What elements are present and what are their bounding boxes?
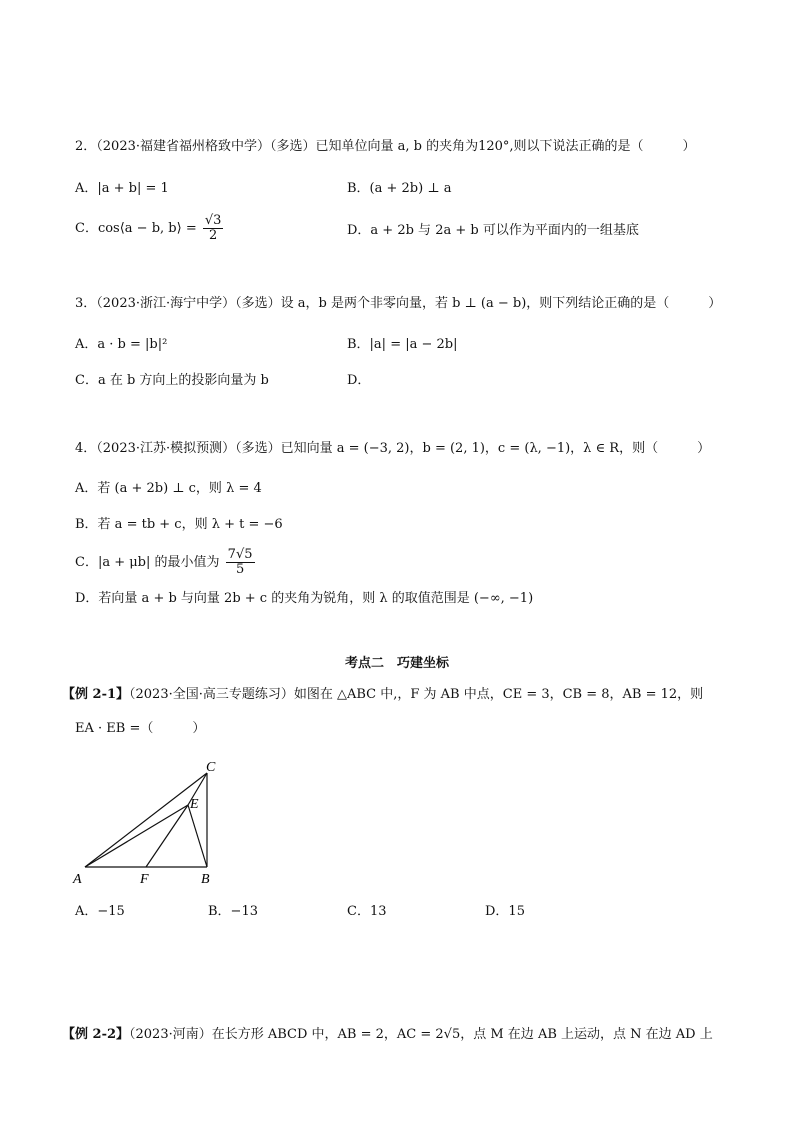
q4-option-c-numerator: 7√5 (227, 547, 253, 562)
example-2-1-option-b: B．−13 (208, 904, 258, 919)
example-2-1-text (62, 686, 703, 704)
q2-option-b: B．(a + 2b) ⊥ a (347, 181, 452, 196)
label-f: F (140, 872, 149, 887)
segment-ae (85, 805, 188, 867)
example-2-1-option-d: D．15 (485, 904, 525, 919)
label-c: C (206, 760, 216, 775)
q3-stem: 3．（2023·浙江·海宁中学）（多选）设 a，b 是两个非零向量，若 b ⊥ (a − b)，则下列结论正确的是（ ） (75, 296, 722, 311)
q2-stem: 2．（2023·福建省福州格致中学）（多选）已知单位向量 a, b 的夹角为120°,则以下说法正确的是（ ） (75, 139, 696, 154)
q4-option-a: A．若 (a + 2b) ⊥ c，则 λ = 4 (75, 481, 262, 496)
example-2-1-label: 【例 2-1】 (62, 687, 130, 702)
example-2-2-label: 【例 2-2】 (62, 1027, 130, 1042)
q2-option-c-text: C．cos⟨a − b, b⟩ = (75, 221, 197, 236)
q4-stem: 4．（2023·江苏·模拟预测）（多选）已知向量 a = (−3, 2)，b = (2, 1)，c = (λ, −1)，λ ∈ R，则（ ） (75, 441, 711, 456)
example-2-2-body: （2023·河南）在长方形 ABCD 中，AB = 2，AC = 2√5，点 M 在边 AB 上运动，点 N 在边 AD 上 (129, 1027, 713, 1042)
label-e: E (190, 797, 199, 812)
q2-option-a: A．|a + b| = 1 (75, 181, 169, 196)
q2-option-c-fraction (203, 214, 224, 243)
label-a: A (73, 872, 82, 887)
q4-option-c-text: C．|a + μb| 的最小值为 (75, 555, 220, 570)
example-2-1-question: EA · EB =（ ） (75, 721, 206, 736)
example-2-2-text (62, 1026, 713, 1044)
label-b: B (201, 872, 210, 887)
q4-option-c (75, 548, 257, 577)
q4-option-c-fraction (226, 548, 255, 577)
segment-ac (85, 773, 207, 867)
q3-option-a: A．a · b = |b|² (75, 337, 168, 352)
segment-be (188, 805, 207, 867)
q3-option-c: C．a 在 b 方向上的投影向量为 b (75, 373, 269, 388)
q3-option-d: D． (347, 373, 371, 388)
example-2-1-option-c: C．13 (347, 904, 387, 919)
q4-option-b: B．若 a = tb + c，则 λ + t = −6 (75, 517, 283, 532)
section-title: 考点二 巧建坐标 (344, 656, 449, 671)
example-2-1-option-a: A．−15 (75, 904, 125, 919)
q4-option-d: D．若向量 a + b 与向量 2b + c 的夹角为锐角，则 λ 的取值范围是 (−∞, −1) (75, 591, 534, 606)
q2-option-c (75, 214, 225, 243)
q2-option-c-numerator: √3 (204, 213, 222, 228)
triangle-figure (60, 755, 240, 890)
segment-fe (146, 805, 188, 867)
q3-option-b: B．|a| = |a − 2b| (347, 337, 458, 352)
q4-option-c-denominator: 5 (235, 562, 245, 577)
example-2-1-body: （2023·全国·高三专题练习）如图在 △ABC 中,，F 为 AB 中点，CE = 3，CB = 8，AB = 12，则 (129, 687, 704, 702)
q2-option-d: D．a + 2b 与 2a + b 可以作为平面内的一组基底 (347, 223, 639, 238)
q2-option-c-denominator: 2 (209, 228, 218, 243)
